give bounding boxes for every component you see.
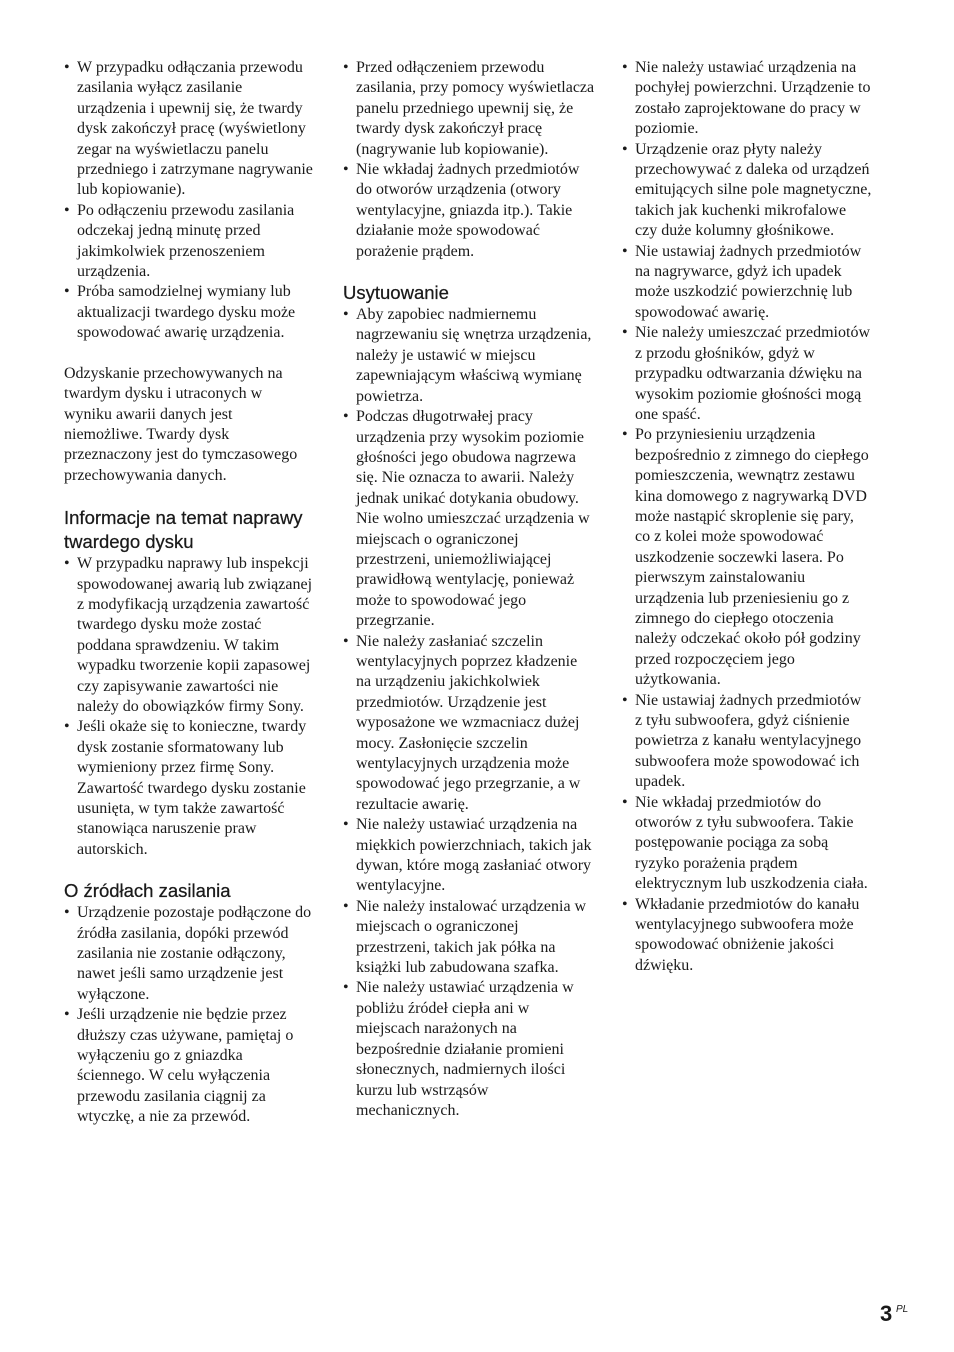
heading-power-sources: O źródłach zasilania	[64, 880, 231, 902]
list-item: • Nie należy ustawiać urządzenia na miękkich powierzchniach, takich jak dywan, które mogą zasłaniać otwory wentylacyjne.	[343, 815, 595, 897]
list-item: • Po odłączeniu przewodu zasilania odczekaj jedną minutę przed jakimkolwiek przenoszeniem urządzenia.	[64, 201, 314, 283]
column-2	[343, 58, 595, 1121]
list-item: • Nie należy zasłaniać szczelin wentylacyjnych poprzez kładzenie na urządzeniu jakichkolwiek przedmiotów. Urządzenie jest wyposażone we wzmacniacz dużej mocy. Zasłonięcie szczelin wentylacyjnych urządzenia może spowodować jego przegrzanie, a w rezultacie awarię.	[343, 632, 595, 816]
list-item: • Nie wkładaj żadnych przedmiotów do otworów urządzenia (otwory wentylacyjne, gniazda itp.). Takie działanie może spowodować porażenie prądem.	[343, 160, 595, 262]
bullet-list-hdd-power	[64, 58, 314, 344]
bullet-list-placement	[622, 58, 872, 976]
list-item: • Nie ustawiaj żadnych przedmiotów na nagrywarce, gdyż ich upadek może uszkodzić powierzchnię lub spowodować awarię.	[622, 242, 872, 324]
list-item: • W przypadku odłączania przewodu zasilania wyłącz zasilanie urządzenia i upewnij się, że twardy dysk zakończył pracę (wyświetlony zegar na wyświetlaczu panelu przedniego i zatrzymane nagrywanie lub kopiowanie).	[64, 58, 314, 201]
list-item: • Próba samodzielnej wymiany lub aktualizacji twardego dysku może spowodować awarię urządzenia.	[64, 282, 314, 343]
list-item: • Nie należy umieszczać przedmiotów z przodu głośników, gdyż w przypadku odtwarzania dźwięku na wysokim poziomie głośności mogą one spaść.	[622, 323, 872, 425]
list-item: • Urządzenie pozostaje podłączone do źródła zasilania, dopóki przewód zasilania nie zostanie odłączony, nawet jeśli samo urządzenie jest wyłączone.	[64, 903, 314, 1005]
list-item: • Nie należy instalować urządzenia w miejscach o ograniczonej przestrzeni, takich jak półka na książki lub zabudowana szafka.	[343, 897, 595, 979]
page-number: 3	[880, 1301, 893, 1326]
paragraph-data-recovery: Odzyskanie przechowywanych na twardym dysku i utraconych w wyniku awarii danych jest niemożliwe. Twardy dysk przeznaczony jest do tymczasowego przechowywania danych.	[64, 364, 298, 484]
bullet-list-location	[343, 305, 595, 1121]
list-item: • Nie należy ustawiać urządzenia w pobliżu źródeł ciepła ani w miejscach narażonych na bezpośrednie działanie promieni słonecznych, nadmiernych ilości kurzu lub wstrząsów mechanicznych.	[343, 978, 595, 1121]
bullet-list-hdd-repair	[64, 554, 314, 860]
heading-hdd-repair: Informacje na temat naprawy twardego dysku	[64, 507, 303, 553]
list-item: • Po przyniesieniu urządzenia bezpośrednio z zimnego do ciepłego pomieszczenia, wewnątrz zestawu kina domowego z nagrywarką DVD może nastąpić skroplenie się pary, co z kolei może spowodować uszkodzenie soczewki lasera. Po pierwszym zainstalowaniu urządzenia lub przeniesieniu go z zimnego do ciepłego otoczenia należy odczekać około pół godziny przed rozpoczęciem jego użytkowania.	[622, 425, 872, 690]
bullet-list-unplug	[343, 58, 595, 262]
list-item: • Przed odłączeniem przewodu zasilania, przy pomocy wyświetlacza panelu przedniego upewnij się, że twardy dysk zakończył pracę (nagrywanie lub kopiowanie).	[343, 58, 595, 160]
list-item: • Jeśli urządzenie nie będzie przez dłuższy czas używane, pamiętaj o wyłączeniu go z gniazdka ściennego. W celu wyłączenia przewodu zasilania ciągnij za wtyczkę, a nie za przewód.	[64, 1005, 314, 1127]
list-item: • Urządzenie oraz płyty należy przechowywać z daleka od urządzeń emitujących silne pole magnetyczne, takich jak kuchenki mikrofalowe czy duże kolumny głośnikowe.	[622, 140, 872, 242]
bullet-list-power	[64, 903, 314, 1127]
list-item: • Jeśli okaże się to konieczne, twardy dysk zostanie sformatowany lub wymieniony przez firmę Sony. Zawartość twardego dysku zostanie usunięta, w tym także zawartość stanowiąca naruszenie praw autorskich.	[64, 717, 314, 860]
list-item: • Podczas długotrwałej pracy urządzenia przy wysokim poziomie głośności jego obudowa nagrzewa się. Nie oznacza to awarii. Należy jednak unikać dotykania obudowy. Nie wolno umieszczać urządzenia w miejscach o ograniczonej przestrzeni, uniemożliwiającej prawidłową wentylację, ponieważ może to spowodować jego przegrzanie.	[343, 407, 595, 631]
list-item: • W przypadku naprawy lub inspekcji spowodowanej awarią lub związanej z modyfikacją urządzenia zawartość twardego dysku może zostać poddana sprawdzeniu. W takim wypadku tworzenie kopii zapasowej czy zapisywanie zawartości nie należy do obowiązków firmy Sony.	[64, 554, 314, 717]
column-3	[622, 58, 872, 976]
page-language-suffix: PL	[896, 1304, 909, 1315]
list-item: • Nie należy ustawiać urządzenia na pochyłej powierzchni. Urządzenie to zostało zaprojektowane do pracy w poziomie.	[622, 58, 872, 140]
list-item: • Nie wkładaj przedmiotów do otworów z tyłu subwoofera. Takie postępowanie pociąga za sobą ryzyko porażenia prądem elektrycznym lub uszkodzenia ciała.	[622, 793, 872, 895]
heading-location: Usytuowanie	[343, 282, 449, 304]
list-item: • Wkładanie przedmiotów do kanału wentylacyjnego subwoofera może spowodować obniżenie jakości dźwięku.	[622, 895, 872, 977]
list-item: • Aby zapobiec nadmiernemu nagrzewaniu się wnętrza urządzenia, należy je ustawić w miejscu zapewniającym właściwą wymianę powietrza.	[343, 305, 595, 407]
column-1	[64, 58, 314, 1128]
list-item: • Nie ustawiaj żadnych przedmiotów z tyłu subwoofera, gdyż ciśnienie powietrza z kanału wentylacyjnego subwoofera może spowodować ich upadek.	[622, 691, 872, 793]
